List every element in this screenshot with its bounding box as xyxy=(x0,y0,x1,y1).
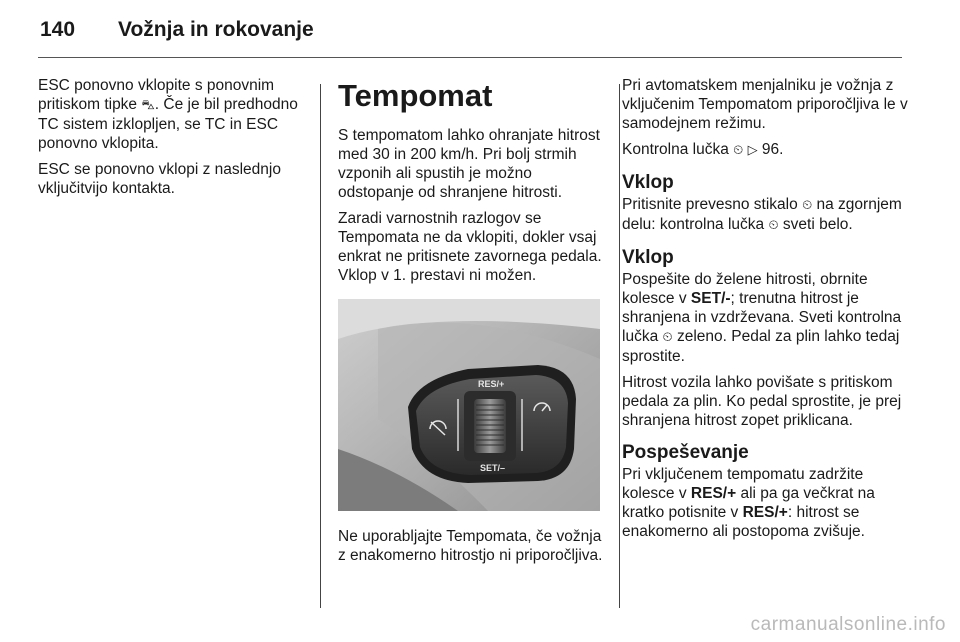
paragraph-pospesevanje: Pri vključenem tempomatu zadržite kolesce v RES/+ ali pa ga večkrat na kratko potisnite v RES/+: hitrost se enakomerno ali postopoma zvišuje. xyxy=(622,466,875,540)
section-title: Tempomat xyxy=(338,78,493,113)
paragraph-esc-reenable: ESC ponovno vklopite s ponovnim pritiskom tipke ⛍. Če je bil predhodno TC sistem izklopljen, se TC in ESC ponovno vklopita. xyxy=(38,77,298,152)
steering-wheel-controls-photo xyxy=(338,299,600,511)
column-divider-2 xyxy=(619,84,620,608)
page-header xyxy=(40,18,314,44)
heading-vklop-2: Vklop xyxy=(622,247,674,268)
chapter-title: Vožnja in rokovanje xyxy=(118,18,314,41)
paragraph-automatic: Pri avtomatskem menjalniku je vožnja z vključenim Tempomatom priporočljiva le v samodejnem režimu. xyxy=(622,77,908,132)
paragraph-esc-ignition: ESC se ponovno vklopi z naslednjo vključitvijo kontakta. xyxy=(38,161,281,197)
cruise-control-icon: ⏲ xyxy=(802,198,813,213)
paragraph-vklop-2: Pospešite do želene hitrosti, obrnite kolesce v SET/-; trenutna hitrost je shranjena in vzdrževana. Sveti kontrolna lučka ⏲ zeleno. Pedal za plin lahko tedaj sprostite. xyxy=(622,271,902,365)
reference-arrow-icon: ▷ xyxy=(747,143,758,158)
paragraph-intro: S tempomatom lahko ohranjate hitrost med 30 in 200 km/h. Pri bolj strmih vzponih ali spustih je možno odstopanje od shranjene hitrosti. xyxy=(338,127,600,201)
header-divider xyxy=(38,57,902,58)
paragraph-safety: Zaradi varnostnih razlogov se Tempomata ne da vklopiti, dokler vsaj enkrat ne pritisnete zavornega pedala. Vklop v 1. prestavi ni možen. xyxy=(338,210,602,284)
cruise-control-icon: ⏲ xyxy=(768,218,779,233)
page-number: 140 xyxy=(40,18,76,41)
column-1 xyxy=(38,76,306,205)
column-2 xyxy=(338,76,606,572)
esc-off-icon: ⛍ xyxy=(141,98,155,113)
column-3 xyxy=(622,76,912,548)
cruise-control-icon: ⏲ xyxy=(733,143,744,158)
paragraph-increase-speed: Hitrost vozila lahko povišate s pritiskom pedala za plin. Ko pedal sprostite, je prej shranjena hitrost zopet priklicana. xyxy=(622,374,902,429)
paragraph-warning: Ne uporabljajte Tempomata, če vožnja z enakomerno hitrostjo ni priporočljiva. xyxy=(338,528,603,564)
heading-vklop-1: Vklop xyxy=(622,172,674,193)
heading-pospesevanje: Pospeševanje xyxy=(622,442,749,463)
paragraph-control-light: Kontrolna lučka ⏲ ▷ 96. xyxy=(622,141,784,158)
cruise-control-icon: ⏲ xyxy=(662,330,673,345)
set-minus-label: SET/– xyxy=(480,463,506,473)
watermark: carmanualsonline.info xyxy=(750,614,946,635)
paragraph-vklop-1: Pritisnite prevesno stikalo ⏲ na zgornjem delu: kontrolna lučka ⏲ sveti belo. xyxy=(622,196,902,233)
res-plus-label: RES/+ xyxy=(478,379,505,389)
column-divider-1 xyxy=(320,84,321,608)
